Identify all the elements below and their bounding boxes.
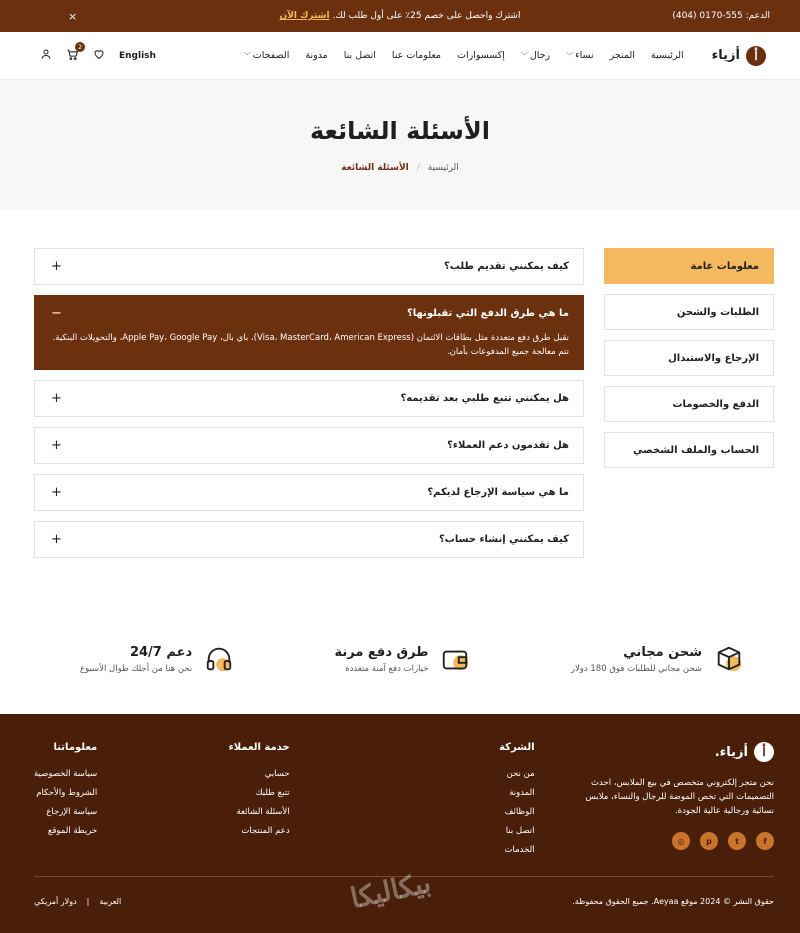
category-payments[interactable]: الدفع والخصومات (604, 386, 774, 422)
language-select[interactable]: العربية (99, 897, 122, 906)
nav-men[interactable] (521, 50, 550, 61)
nav-pages-label: الصفحات (252, 50, 290, 61)
footer-link[interactable]: خريطة الموقع (47, 826, 98, 836)
faq-item[interactable] (34, 474, 584, 511)
chevron-down-icon: ﹀ (520, 52, 528, 60)
twitter-icon[interactable]: t (728, 832, 746, 850)
faq-item-open[interactable] (34, 295, 584, 370)
nav-home[interactable]: الرئيسية (650, 50, 684, 61)
facebook-icon[interactable]: f (756, 832, 774, 850)
footer-column-title: خدمة العملاء (228, 742, 290, 753)
footer-info (34, 742, 97, 874)
faq-item[interactable] (34, 521, 584, 558)
nav-pages[interactable] (244, 50, 290, 61)
feature-free-shipping (571, 644, 744, 674)
footer-brand (574, 742, 774, 874)
nav-about[interactable]: معلومات عنا (391, 50, 442, 61)
nav-shop[interactable]: المتجر (609, 50, 635, 61)
main-nav (156, 50, 684, 61)
box-icon (714, 644, 744, 674)
faq-accordion (34, 248, 584, 604)
minus-icon: − (51, 306, 62, 321)
user-icon[interactable] (40, 48, 52, 63)
breadcrumb-home[interactable]: الرئيسية (427, 163, 459, 173)
feature-subtitle: نحن هنا من أجلك طوال الأسبوع (80, 663, 193, 674)
features-strip (0, 604, 800, 714)
category-general[interactable]: معلومات عامة (604, 248, 774, 284)
category-returns[interactable]: الإرجاع والاستبدال (604, 340, 774, 376)
feature-subtitle: خيارات دفع آمنة متعددة (345, 663, 429, 674)
footer-link[interactable]: اتصل بنا (505, 826, 535, 836)
nav-women-label: نساء (575, 50, 594, 61)
breadcrumb-separator: / (416, 163, 420, 173)
nav-blog[interactable]: مدونة (305, 50, 328, 61)
close-icon[interactable]: × (68, 9, 78, 23)
feature-title: دعم 24/7 (129, 644, 193, 660)
promo-text: اشترك واحصل على خصم 25٪ على أول طلب لك. (332, 11, 521, 21)
faq-question: كيف يمكنني إنشاء حساب؟ (438, 534, 569, 545)
plus-icon: + (51, 391, 62, 406)
footer-about: نحن متجر إلكتروني متخصص في بيع الملابس، احدث التصميمات التي تخص الموضة للرجال والنساء، ملابس نسائية ورجالية عالية الجودة. (585, 778, 774, 816)
cart-count-badge: 2 (75, 42, 85, 52)
pinterest-icon[interactable]: p (700, 832, 718, 850)
footer-link[interactable]: سياسة الخصوصية (34, 769, 98, 779)
feature-title: طرق دفع مرنة (334, 644, 429, 660)
faq-categories (604, 248, 774, 604)
main-header (0, 32, 800, 80)
footer-column-title: الشركة (499, 742, 535, 753)
language-switch[interactable]: English (119, 50, 156, 61)
copyright: حقوق النشر © 2024 موقع Aeyaa. جميع الحقوق محفوظة. (572, 897, 774, 906)
faq-question: ما هي طرق الدفع التي تقبلونها؟ (406, 308, 569, 319)
wallet-icon (440, 644, 470, 674)
plus-icon: + (51, 259, 62, 274)
wishlist-icon[interactable] (93, 48, 105, 63)
top-announcement-bar (0, 0, 800, 32)
faq-item[interactable] (34, 427, 584, 464)
social-links (574, 832, 774, 850)
currency-select[interactable]: دولار أمريكي (34, 897, 77, 906)
nav-accessories[interactable]: إكسسوارات (457, 50, 505, 61)
faq-section (0, 210, 800, 604)
breadcrumb-current: الأسئلة الشائعة (341, 163, 409, 173)
site-logo[interactable] (712, 46, 766, 66)
faq-question: ما هي سياسة الإرجاع لديكم؟ (427, 487, 569, 498)
logo-mark: أ (754, 742, 774, 762)
footer-link[interactable]: الخدمات (504, 845, 535, 855)
feature-title: شحن مجاني (623, 644, 702, 660)
site-footer (0, 714, 800, 933)
footer-link[interactable]: سياسة الإرجاع (46, 807, 98, 817)
footer-link[interactable]: المدونة (509, 788, 535, 798)
faq-question: كيف يمكنني تقديم طلب؟ (443, 261, 569, 272)
footer-link[interactable]: الشروط والأحكام (36, 788, 98, 798)
plus-icon: + (51, 485, 62, 500)
logo-text: أزياء (711, 48, 740, 63)
logo-mark: أ (746, 46, 766, 66)
nav-women[interactable] (566, 50, 593, 61)
instagram-icon[interactable]: ◎ (672, 832, 690, 850)
footer-link[interactable]: تتبع طلبك (255, 788, 290, 798)
faq-item[interactable] (34, 248, 584, 285)
footer-customer-service (229, 742, 290, 874)
footer-link[interactable]: دعم المنتجات (241, 826, 290, 836)
support-phone: الدعم: 555-0170 (404) (672, 11, 770, 21)
nav-men-label: رجال (529, 50, 551, 61)
feature-support (80, 644, 234, 674)
logo-text: أزياء. (714, 744, 748, 760)
faq-answer: نقبل طرق دفع متعددة مثل بطاقات الائتمان (Visa، MasterCard، American Express)، باي بال، Apple Pay، Google Pay، والتحويلات البنكية. تتم معالجة جميع المدفوعات بأمان. (52, 333, 569, 357)
breadcrumb (341, 163, 459, 173)
faq-question: هل تقدمون دعم العملاء؟ (447, 440, 569, 451)
footer-link[interactable]: من نحن (506, 769, 535, 779)
category-account[interactable]: الحساب والملف الشخصي (604, 432, 774, 468)
plus-icon: + (51, 532, 62, 547)
feature-payment (335, 644, 471, 674)
nav-contact[interactable]: اتصل بنا (343, 50, 376, 61)
plus-icon: + (51, 438, 62, 453)
footer-column-title: معلوماتنا (53, 742, 98, 753)
headphones-icon (204, 644, 234, 674)
faq-item[interactable] (34, 380, 584, 417)
feature-subtitle: شحن مجاني للطلبات فوق 180 دولار (570, 663, 702, 674)
subscribe-link[interactable]: اشترك الآن (279, 11, 330, 21)
category-orders-shipping[interactable]: الطلبات والشحن (604, 294, 774, 330)
cart-icon[interactable] (66, 42, 83, 64)
footer-company (499, 742, 534, 874)
faq-question: هل يمكنني تتبع طلبي بعد تقديمه؟ (400, 393, 569, 404)
divider: | (86, 897, 90, 906)
page-hero (0, 80, 800, 210)
header-tools (40, 42, 156, 64)
footer-link[interactable]: الأسئلة الشائعة (236, 807, 290, 817)
footer-logo[interactable] (574, 742, 774, 762)
chevron-down-icon: ﹀ (566, 52, 574, 60)
chevron-down-icon: ﹀ (243, 52, 251, 60)
footer-link[interactable]: الوظائف (504, 807, 535, 817)
page-title: الأسئلة الشائعة (310, 117, 490, 145)
watermark: بيكاليكا (347, 865, 434, 916)
footer-link[interactable]: حسابي (264, 769, 290, 779)
